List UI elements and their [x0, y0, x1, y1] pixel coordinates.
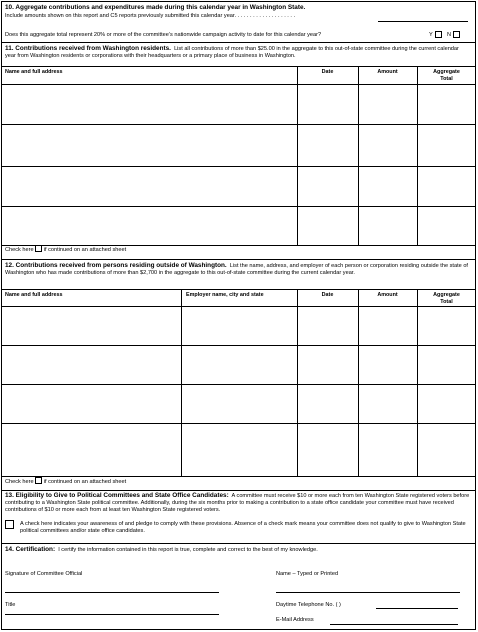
name-label: Name – Typed or Printed: [276, 571, 339, 577]
col-name-header: Name and full address: [5, 69, 63, 75]
divider: [1, 259, 476, 260]
check-here-12: [5, 478, 126, 486]
name-field[interactable]: [276, 592, 460, 593]
table-row[interactable]: [1, 124, 476, 125]
col-divider: [417, 289, 418, 476]
col-name-header: Name and full address: [5, 292, 63, 298]
no-checkbox[interactable]: [453, 31, 460, 38]
section-14-desc: I certify the information contained in this report is true, complete and correct to the best of my knowledge.: [58, 547, 318, 553]
email-label: E-Mail Address: [276, 617, 314, 623]
no-label: N: [447, 32, 452, 38]
table-12-top: [1, 289, 476, 290]
pledge-checkbox[interactable]: [5, 520, 14, 529]
section-12-title: 12. Contributions received from persons residing outside of Washington.: [5, 262, 227, 269]
section-10-title: 10. Aggregate contributions and expenditures made during this calendar year in Washington State.: [5, 4, 306, 11]
table-row[interactable]: [1, 166, 476, 167]
section-14-header: [5, 546, 318, 554]
check-here-11: [5, 246, 126, 254]
signature-label: Signature of Committee Official: [5, 571, 83, 577]
section-13-title: 13. Eligibility to Give to Political Committees and State Office Candidates:: [5, 492, 229, 499]
section-11-header: [5, 45, 471, 60]
title-field[interactable]: [5, 614, 219, 615]
divider: [1, 543, 476, 544]
col-amount-header: Amount: [377, 292, 398, 298]
col-divider: [181, 289, 182, 476]
phone-field[interactable]: [376, 608, 458, 609]
col-date-header: Date: [321, 69, 334, 75]
section-10-question: Does this aggregate total represent 20% or more of the committee’s nationwide campaign activity to date for this calendar year?: [5, 32, 322, 38]
title-label: Title: [5, 602, 16, 608]
table-row[interactable]: [1, 384, 476, 385]
total-label: Total: [440, 75, 453, 82]
table-12-bottom: [1, 476, 476, 477]
table-11-header-line: [1, 84, 476, 85]
section-12-desc: List the name, address, and employer of each person or corporation residing outside the state of Washington who has made contributions of more than $2,700 in the aggregate to this out-of-state committee during the current calendar year.: [5, 263, 468, 276]
section-14-title: 14. Certification:: [5, 546, 56, 553]
yes-checkbox[interactable]: [435, 31, 442, 38]
pledge-text: A check here indicates your awareness of and pledge to comply with these provisions. Absence of a check mark means your committee does not qualify to give to Washington State political committees and/or state office candidates.: [20, 521, 466, 534]
col-divider: [297, 289, 298, 476]
table-row[interactable]: [1, 423, 476, 424]
total-label: Total: [440, 298, 453, 305]
table-row[interactable]: [1, 206, 476, 207]
col-divider: [358, 66, 359, 245]
col-divider: [297, 66, 298, 245]
continued-checkbox-11[interactable]: [35, 245, 42, 252]
phone-label: Daytime Telephone No. ( ): [276, 602, 341, 608]
col-divider: [358, 289, 359, 476]
continued-label: if continued on an attached sheet: [43, 246, 127, 253]
email-field[interactable]: [330, 624, 458, 625]
col-aggregate-header: [417, 292, 476, 306]
divider: [1, 42, 476, 43]
continued-checkbox-12[interactable]: [35, 477, 42, 484]
col-date-header: Date: [321, 292, 334, 298]
table-11-top: [1, 66, 476, 67]
form-border: [1, 1, 476, 630]
col-divider: [417, 66, 418, 245]
divider: [1, 490, 476, 491]
check-here-label: Check here: [5, 246, 34, 253]
table-12-header-line: [1, 306, 476, 307]
table-row[interactable]: [1, 345, 476, 346]
aggregate-amount-field[interactable]: [378, 21, 468, 22]
continued-label: if continued on an attached sheet: [43, 478, 127, 485]
col-aggregate-header: [417, 69, 476, 83]
check-here-label: Check here: [5, 478, 34, 485]
aggregate-label: Aggregate: [433, 292, 460, 298]
section-13-desc: A committee must receive $10 or more each from ten Washington State registered voters before contributing to a Washington State political committee. Additionally, during the six months prior to making a contribution to a state office candidate your committee must have received contributions of $10 or more each from at least ten Washington State registered voters.: [5, 493, 470, 513]
signature-field[interactable]: [5, 592, 219, 593]
aggregate-label: Aggregate: [433, 69, 460, 75]
section-10-line: Include amounts shown on this report and C5 reports previously submitted this calendar year. . . . . . . . . . . . . . . . . . . .: [5, 13, 296, 19]
section-12-header: [5, 262, 471, 277]
col-amount-header: Amount: [377, 69, 398, 75]
col-employer-header: Employer name, city and state: [186, 292, 264, 298]
section-11-desc: List all contributions of more than $25.00 in the aggregate to this out-of-state committee during the current calendar year from Washington residents or corporations with their headquarters or a primary place of business in Washington.: [5, 46, 459, 59]
section-11-title: 11. Contributions received from Washington residents.: [5, 45, 171, 52]
yes-label: Y: [429, 32, 433, 38]
section-13-header: [5, 492, 471, 514]
